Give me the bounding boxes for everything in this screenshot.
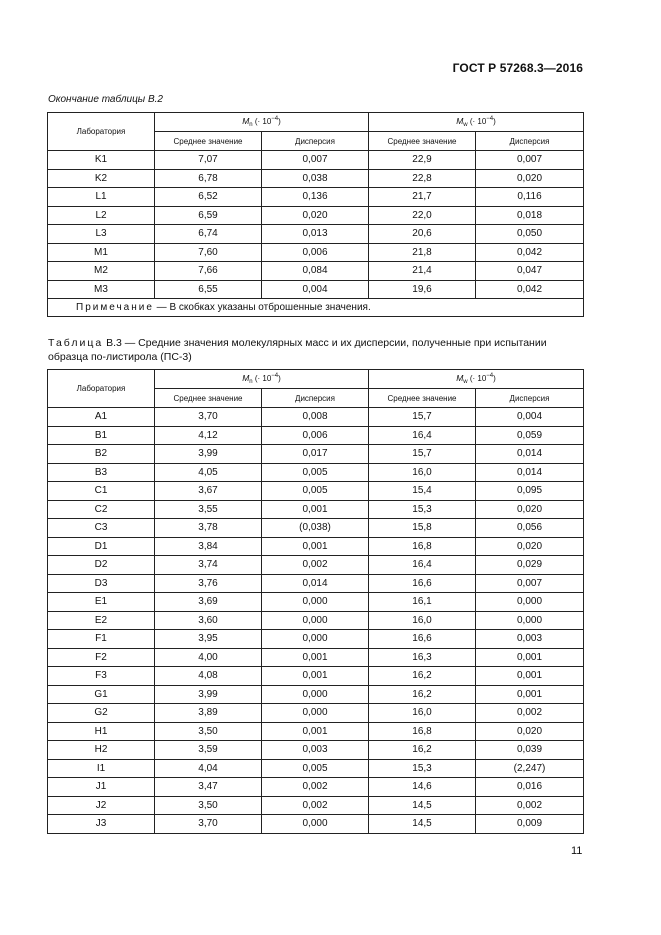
mn-dispersion-cell: 0,000 <box>262 704 369 723</box>
mw-dispersion-cell: 0,002 <box>476 704 584 723</box>
mw-dispersion-cell: 0,029 <box>476 556 584 575</box>
table-row <box>48 482 584 501</box>
table-row <box>48 169 584 188</box>
lab-cell: F3 <box>48 667 155 686</box>
lab-cell: H2 <box>48 741 155 760</box>
mn-average-cell: 3,70 <box>155 815 262 834</box>
mw-dispersion-cell: 0,000 <box>476 593 584 612</box>
table-row <box>48 611 584 630</box>
lab-cell: D2 <box>48 556 155 575</box>
mw-subscript: w <box>463 379 468 385</box>
mw-average-cell: 16,4 <box>369 556 476 575</box>
mn-average-cell: 3,76 <box>155 574 262 593</box>
header-mn <box>155 370 369 389</box>
mn-average-cell: 4,12 <box>155 426 262 445</box>
note-label: Примечание <box>76 302 154 313</box>
lab-cell: L2 <box>48 206 155 225</box>
mw-average-cell: 22,9 <box>369 151 476 170</box>
mw-average-cell: 16,8 <box>369 722 476 741</box>
mw-multiplier: (· 10 <box>467 117 487 126</box>
mn-dispersion-cell: 0,003 <box>262 741 369 760</box>
mn-average-cell: 3,99 <box>155 685 262 704</box>
mw-dispersion-cell: 0,001 <box>476 648 584 667</box>
table-b3-caption <box>48 336 584 364</box>
table-row <box>48 704 584 723</box>
mn-dispersion-cell: 0,136 <box>262 188 369 207</box>
mw-average-cell: 16,4 <box>369 426 476 445</box>
mw-exponent: −4 <box>486 116 494 122</box>
mw-symbol: M <box>456 373 464 383</box>
mn-symbol: M <box>242 116 250 126</box>
table-row <box>48 815 584 834</box>
mn-dispersion-cell: 0,084 <box>262 262 369 281</box>
mw-dispersion-cell: (2,247) <box>476 759 584 778</box>
mw-subscript: w <box>463 122 468 128</box>
mw-dispersion-cell: 0,009 <box>476 815 584 834</box>
mn-average-cell: 4,04 <box>155 759 262 778</box>
mw-average-cell: 15,4 <box>369 482 476 501</box>
table-row <box>48 537 584 556</box>
lab-cell: L3 <box>48 225 155 244</box>
mw-dispersion-cell: 0,003 <box>476 630 584 649</box>
table-row <box>48 243 584 262</box>
mw-average-cell: 16,1 <box>369 593 476 612</box>
lab-cell: E1 <box>48 593 155 612</box>
mn-exponent: −4 <box>271 116 279 122</box>
mn-average-cell: 3,50 <box>155 722 262 741</box>
mn-average-cell: 3,99 <box>155 445 262 464</box>
table-note <box>48 299 584 317</box>
mw-average-cell: 22,0 <box>369 206 476 225</box>
lab-cell: H1 <box>48 722 155 741</box>
header-mn-average: Среднее значение <box>155 389 262 408</box>
mn-average-cell: 3,89 <box>155 704 262 723</box>
table-row <box>48 206 584 225</box>
header-laboratory: Лаборатория <box>48 370 155 408</box>
mw-dispersion-cell: 0,014 <box>476 463 584 482</box>
mw-symbol: M <box>456 116 464 126</box>
mn-dispersion-cell: 0,000 <box>262 815 369 834</box>
mn-dispersion-cell: 0,000 <box>262 630 369 649</box>
mw-dispersion-cell: 0,020 <box>476 169 584 188</box>
mn-average-cell: 3,50 <box>155 796 262 815</box>
lab-cell: M1 <box>48 243 155 262</box>
mn-dispersion-cell: 0,001 <box>262 537 369 556</box>
mn-dispersion-cell: 0,004 <box>262 280 369 299</box>
header-mn <box>155 113 369 132</box>
table-b3 <box>47 369 584 834</box>
mw-dispersion-cell: 0,007 <box>476 574 584 593</box>
mn-average-cell: 7,07 <box>155 151 262 170</box>
lab-cell: K2 <box>48 169 155 188</box>
mw-dispersion-cell: 0,016 <box>476 778 584 797</box>
mn-average-cell: 3,74 <box>155 556 262 575</box>
table-row <box>48 519 584 538</box>
mn-average-cell: 7,60 <box>155 243 262 262</box>
mw-dispersion-cell: 0,056 <box>476 519 584 538</box>
mw-dispersion-cell: 0,020 <box>476 500 584 519</box>
lab-cell: G2 <box>48 704 155 723</box>
table-row <box>48 778 584 797</box>
header-mn-dispersion: Дисперсия <box>262 132 369 151</box>
mn-dispersion-cell: 0,000 <box>262 593 369 612</box>
mn-average-cell: 3,67 <box>155 482 262 501</box>
mn-dispersion-cell: 0,007 <box>262 151 369 170</box>
mn-dispersion-cell: 0,000 <box>262 611 369 630</box>
mn-average-cell: 3,55 <box>155 500 262 519</box>
lab-cell: M2 <box>48 262 155 281</box>
table-row <box>48 796 584 815</box>
mn-dispersion-cell: 0,020 <box>262 206 369 225</box>
table-row <box>48 151 584 170</box>
mn-dispersion-cell: 0,001 <box>262 500 369 519</box>
mn-average-cell: 3,70 <box>155 408 262 427</box>
table-row <box>48 445 584 464</box>
table-continuation-caption: Окончание таблицы В.2 <box>48 94 163 105</box>
mw-multiplier: (· 10 <box>467 374 487 383</box>
table1-body <box>48 151 584 299</box>
mn-average-cell: 3,60 <box>155 611 262 630</box>
mn-subscript: n <box>249 122 253 128</box>
mn-dispersion-cell: 0,001 <box>262 722 369 741</box>
table-row <box>48 262 584 281</box>
mw-dispersion-cell: 0,001 <box>476 667 584 686</box>
mn-symbol: M <box>242 373 250 383</box>
lab-cell: I1 <box>48 759 155 778</box>
table-row <box>48 685 584 704</box>
mw-average-cell: 21,7 <box>369 188 476 207</box>
page-number: 11 <box>571 845 583 857</box>
lab-cell: G1 <box>48 685 155 704</box>
mn-average-cell: 6,78 <box>155 169 262 188</box>
mn-average-cell: 3,95 <box>155 630 262 649</box>
mw-dispersion-cell: 0,050 <box>476 225 584 244</box>
mw-close: ) <box>493 374 496 383</box>
mn-dispersion-cell: 0,006 <box>262 426 369 445</box>
mw-dispersion-cell: 0,018 <box>476 206 584 225</box>
mw-average-cell: 14,5 <box>369 796 476 815</box>
mw-average-cell: 15,7 <box>369 445 476 464</box>
mw-dispersion-cell: 0,042 <box>476 243 584 262</box>
lab-cell: L1 <box>48 188 155 207</box>
mn-average-cell: 3,47 <box>155 778 262 797</box>
table-row <box>48 188 584 207</box>
mn-dispersion-cell: 0,005 <box>262 482 369 501</box>
mn-dispersion-cell: 0,001 <box>262 667 369 686</box>
lab-cell: C2 <box>48 500 155 519</box>
mw-average-cell: 15,7 <box>369 408 476 427</box>
table-row <box>48 463 584 482</box>
table-row <box>48 667 584 686</box>
mw-dispersion-cell: 0,059 <box>476 426 584 445</box>
mn-dispersion-cell: 0,002 <box>262 796 369 815</box>
table-row <box>48 280 584 299</box>
lab-cell: C1 <box>48 482 155 501</box>
mn-multiplier: (· 10 <box>252 117 272 126</box>
table-row <box>48 722 584 741</box>
header-mw <box>369 370 584 389</box>
mw-dispersion-cell: 0,116 <box>476 188 584 207</box>
mw-average-cell: 21,4 <box>369 262 476 281</box>
mw-average-cell: 15,3 <box>369 500 476 519</box>
mw-average-cell: 16,2 <box>369 667 476 686</box>
mn-dispersion-cell: 0,013 <box>262 225 369 244</box>
lab-cell: J3 <box>48 815 155 834</box>
mn-average-cell: 4,08 <box>155 667 262 686</box>
mn-multiplier: (· 10 <box>252 374 272 383</box>
mn-dispersion-cell: 0,008 <box>262 408 369 427</box>
mw-dispersion-cell: 0,020 <box>476 722 584 741</box>
mw-dispersion-cell: 0,002 <box>476 796 584 815</box>
lab-cell: D1 <box>48 537 155 556</box>
mn-average-cell: 6,52 <box>155 188 262 207</box>
mw-dispersion-cell: 0,007 <box>476 151 584 170</box>
lab-cell: B1 <box>48 426 155 445</box>
lab-cell: F1 <box>48 630 155 649</box>
mw-average-cell: 15,3 <box>369 759 476 778</box>
mw-average-cell: 16,0 <box>369 611 476 630</box>
mw-average-cell: 16,0 <box>369 704 476 723</box>
mn-exponent: −4 <box>271 373 279 379</box>
mn-average-cell: 6,74 <box>155 225 262 244</box>
mw-average-cell: 16,2 <box>369 685 476 704</box>
lab-cell: J1 <box>48 778 155 797</box>
caption-text: В.3 — Средние значения молекулярных масс и их дисперсии, полученные при испытании образца по-листирола (ПС-3) <box>48 337 547 363</box>
mw-dispersion-cell: 0,014 <box>476 445 584 464</box>
mn-dispersion-cell: 0,000 <box>262 685 369 704</box>
table-row <box>48 574 584 593</box>
table-row <box>48 630 584 649</box>
mn-average-cell: 3,78 <box>155 519 262 538</box>
mn-average-cell: 7,66 <box>155 262 262 281</box>
mw-average-cell: 15,8 <box>369 519 476 538</box>
mn-dispersion-cell: 0,005 <box>262 759 369 778</box>
mn-average-cell: 6,59 <box>155 206 262 225</box>
mw-average-cell: 20,6 <box>369 225 476 244</box>
lab-cell: K1 <box>48 151 155 170</box>
mn-average-cell: 4,00 <box>155 648 262 667</box>
mn-dispersion-cell: 0,017 <box>262 445 369 464</box>
lab-cell: B3 <box>48 463 155 482</box>
mn-dispersion-cell: (0,038) <box>262 519 369 538</box>
table-row <box>48 225 584 244</box>
mn-dispersion-cell: 0,002 <box>262 778 369 797</box>
lab-cell: J2 <box>48 796 155 815</box>
mn-dispersion-cell: 0,014 <box>262 574 369 593</box>
mw-dispersion-cell: 0,095 <box>476 482 584 501</box>
table-row <box>48 408 584 427</box>
lab-cell: F2 <box>48 648 155 667</box>
lab-cell: A1 <box>48 408 155 427</box>
mn-average-cell: 3,84 <box>155 537 262 556</box>
table-row <box>48 556 584 575</box>
mw-average-cell: 22,8 <box>369 169 476 188</box>
mw-dispersion-cell: 0,042 <box>476 280 584 299</box>
header-mw <box>369 113 584 132</box>
mw-dispersion-cell: 0,004 <box>476 408 584 427</box>
mw-dispersion-cell: 0,001 <box>476 685 584 704</box>
header-mw-dispersion: Дисперсия <box>476 389 584 408</box>
lab-cell: D3 <box>48 574 155 593</box>
mw-average-cell: 19,6 <box>369 280 476 299</box>
header-mw-average: Среднее значение <box>369 389 476 408</box>
lab-cell: C3 <box>48 519 155 538</box>
document-code: ГОСТ Р 57268.3—2016 <box>452 61 583 75</box>
mw-dispersion-cell: 0,039 <box>476 741 584 760</box>
mw-exponent: −4 <box>486 373 494 379</box>
table-row <box>48 741 584 760</box>
mw-dispersion-cell: 0,000 <box>476 611 584 630</box>
table2-body <box>48 408 584 834</box>
lab-cell: B2 <box>48 445 155 464</box>
mw-average-cell: 16,2 <box>369 741 476 760</box>
lab-cell: E2 <box>48 611 155 630</box>
header-mw-average: Среднее значение <box>369 132 476 151</box>
header-mw-dispersion: Дисперсия <box>476 132 584 151</box>
mn-dispersion-cell: 0,001 <box>262 648 369 667</box>
mn-dispersion-cell: 0,005 <box>262 463 369 482</box>
table-b2-continuation <box>47 112 584 317</box>
mn-dispersion-cell: 0,002 <box>262 556 369 575</box>
table-row <box>48 500 584 519</box>
mn-close: ) <box>278 117 281 126</box>
mw-average-cell: 16,0 <box>369 463 476 482</box>
mn-average-cell: 4,05 <box>155 463 262 482</box>
mn-average-cell: 3,69 <box>155 593 262 612</box>
table-row <box>48 426 584 445</box>
mw-dispersion-cell: 0,047 <box>476 262 584 281</box>
note-text: — В скобках указаны отброшенные значения. <box>153 302 371 313</box>
mw-average-cell: 14,6 <box>369 778 476 797</box>
mw-dispersion-cell: 0,020 <box>476 537 584 556</box>
header-mn-dispersion: Дисперсия <box>262 389 369 408</box>
table-row <box>48 593 584 612</box>
mn-close: ) <box>278 374 281 383</box>
mw-average-cell: 14,5 <box>369 815 476 834</box>
mn-dispersion-cell: 0,038 <box>262 169 369 188</box>
lab-cell: M3 <box>48 280 155 299</box>
header-mn-average: Среднее значение <box>155 132 262 151</box>
mw-close: ) <box>493 117 496 126</box>
mw-average-cell: 16,6 <box>369 630 476 649</box>
caption-label: Таблица <box>48 337 104 349</box>
mw-average-cell: 16,8 <box>369 537 476 556</box>
mw-average-cell: 21,8 <box>369 243 476 262</box>
table-row <box>48 648 584 667</box>
mn-average-cell: 6,55 <box>155 280 262 299</box>
mw-average-cell: 16,6 <box>369 574 476 593</box>
table-row <box>48 759 584 778</box>
header-laboratory: Лаборатория <box>48 113 155 151</box>
mn-subscript: n <box>249 379 253 385</box>
mw-average-cell: 16,3 <box>369 648 476 667</box>
mn-dispersion-cell: 0,006 <box>262 243 369 262</box>
mn-average-cell: 3,59 <box>155 741 262 760</box>
